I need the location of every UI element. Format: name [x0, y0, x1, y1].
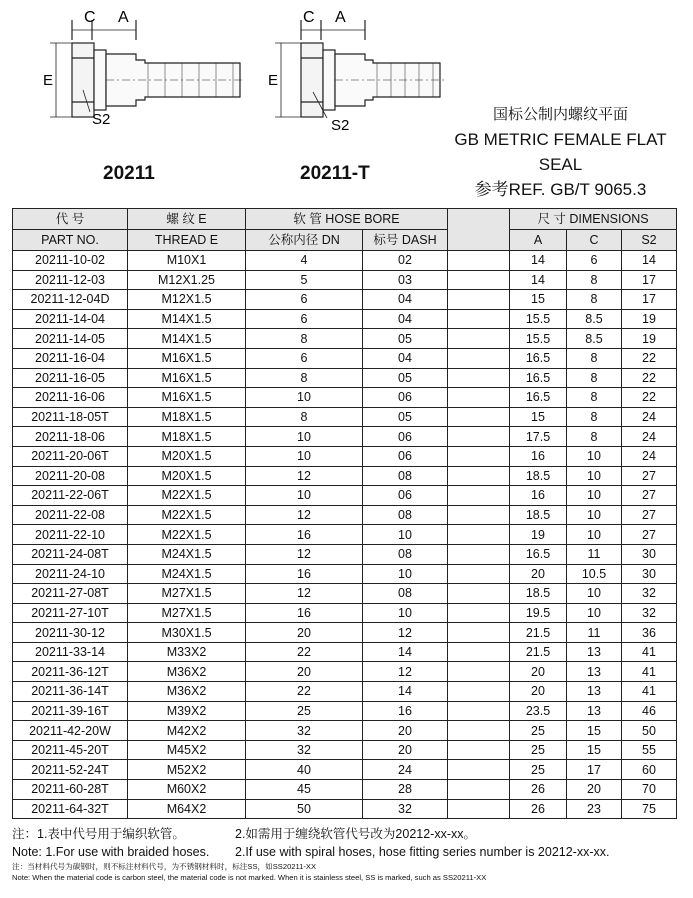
cell-c: 10 [567, 505, 622, 525]
cell-thread: M27X1.5 [128, 584, 246, 604]
cell-c: 10 [567, 584, 622, 604]
cell-thread: M18X1.5 [128, 427, 246, 447]
cell-part-no: 20211-33-14 [13, 642, 128, 662]
cell-dash: 14 [363, 642, 448, 662]
cell-c: 6 [567, 251, 622, 271]
table-row [13, 251, 677, 271]
cell-dash: 08 [363, 584, 448, 604]
dim-label-s2: S2 [92, 111, 111, 128]
header-dimensions: 尺 寸 DIMENSIONS [510, 209, 677, 230]
cell-part-no: 20211-39-16T [13, 701, 128, 721]
cell-s2: 41 [622, 642, 677, 662]
cell-c: 11 [567, 623, 622, 643]
cell-dash: 06 [363, 486, 448, 506]
cell-dn: 20 [246, 623, 363, 643]
table-row [13, 427, 677, 447]
cell-a: 20 [510, 682, 567, 702]
cell-s2: 46 [622, 701, 677, 721]
dim-label-a: A [118, 9, 129, 26]
cell-thread: M27X1.5 [128, 603, 246, 623]
table-row [13, 505, 677, 525]
table-row [13, 368, 677, 388]
cell-s2: 60 [622, 760, 677, 780]
note-material-cn: 注：当材料代号为碳钢时，则不标注材料代号，为不锈钢材料时，标注SS，如SS20211-XX [12, 862, 317, 871]
note-en-2: 2.If use with spiral hoses, hose fitting series number is 20212-xx-xx. [235, 845, 610, 859]
header-part-en: PART NO. [13, 230, 128, 251]
header-c: C [567, 230, 622, 251]
cell-blank [448, 544, 510, 564]
cell-a: 15.5 [510, 309, 567, 329]
cell-blank [448, 427, 510, 447]
cell-s2: 75 [622, 799, 677, 819]
cell-thread: M33X2 [128, 642, 246, 662]
cell-thread: M12X1.25 [128, 270, 246, 290]
cell-blank [448, 740, 510, 760]
cell-s2: 22 [622, 368, 677, 388]
dim-label-s2: S2 [331, 117, 350, 134]
table-row [13, 623, 677, 643]
table-row [13, 348, 677, 368]
cell-blank [448, 603, 510, 623]
cell-s2: 17 [622, 290, 677, 310]
cell-dn: 10 [246, 427, 363, 447]
cell-part-no: 20211-16-05 [13, 368, 128, 388]
cell-thread: M20X1.5 [128, 446, 246, 466]
cell-s2: 50 [622, 721, 677, 741]
cell-s2: 19 [622, 309, 677, 329]
cell-c: 8.5 [567, 329, 622, 349]
model-label-20211-t: 20211-T [300, 163, 370, 184]
cell-dash: 04 [363, 348, 448, 368]
cell-blank [448, 407, 510, 427]
cell-a: 20 [510, 662, 567, 682]
cell-dash: 32 [363, 799, 448, 819]
cell-thread: M20X1.5 [128, 466, 246, 486]
cell-dn: 16 [246, 564, 363, 584]
cell-dash: 05 [363, 368, 448, 388]
cell-c: 10 [567, 466, 622, 486]
cell-dash: 28 [363, 780, 448, 800]
cell-part-no: 20211-42-20W [13, 721, 128, 741]
cell-dn: 12 [246, 544, 363, 564]
cell-dash: 12 [363, 662, 448, 682]
cell-a: 15 [510, 290, 567, 310]
cell-dn: 8 [246, 368, 363, 388]
header-s2: S2 [622, 230, 677, 251]
cell-thread: M14X1.5 [128, 309, 246, 329]
cell-blank [448, 721, 510, 741]
cell-a: 25 [510, 760, 567, 780]
cell-a: 25 [510, 740, 567, 760]
cell-thread: M39X2 [128, 701, 246, 721]
cell-dash: 02 [363, 251, 448, 271]
cell-a: 23.5 [510, 701, 567, 721]
cell-a: 20 [510, 564, 567, 584]
cell-thread: M14X1.5 [128, 329, 246, 349]
cell-s2: 22 [622, 348, 677, 368]
cell-a: 14 [510, 251, 567, 271]
cell-blank [448, 466, 510, 486]
cell-c: 23 [567, 799, 622, 819]
cell-dash: 10 [363, 564, 448, 584]
cell-s2: 27 [622, 505, 677, 525]
cell-a: 15 [510, 407, 567, 427]
cell-a: 16 [510, 446, 567, 466]
note-cn-2: 2.如需用于缠绕软管代号改为20212-xx-xx。 [235, 827, 477, 841]
cell-a: 19 [510, 525, 567, 545]
dim-label-e: E [43, 72, 54, 89]
cell-dn: 22 [246, 682, 363, 702]
table-row [13, 309, 677, 329]
cell-blank [448, 799, 510, 819]
cell-thread: M22X1.5 [128, 525, 246, 545]
cell-dn: 50 [246, 799, 363, 819]
cell-thread: M22X1.5 [128, 505, 246, 525]
cell-s2: 24 [622, 407, 677, 427]
cell-dash: 06 [363, 446, 448, 466]
cell-dash: 20 [363, 721, 448, 741]
header-a: A [510, 230, 567, 251]
cell-s2: 30 [622, 564, 677, 584]
cell-c: 13 [567, 682, 622, 702]
cell-s2: 27 [622, 486, 677, 506]
cell-blank [448, 780, 510, 800]
cell-blank [448, 309, 510, 329]
cell-c: 8 [567, 427, 622, 447]
cell-a: 26 [510, 799, 567, 819]
cell-dash: 10 [363, 603, 448, 623]
header-part-cn: 代 号 [13, 209, 128, 230]
cell-thread: M24X1.5 [128, 544, 246, 564]
cell-thread: M64X2 [128, 799, 246, 819]
dim-label-c: C [303, 9, 315, 26]
cell-s2: 41 [622, 662, 677, 682]
cell-blank [448, 701, 510, 721]
note-cn-1: 注：1.表中代号用于编织软管。 [12, 827, 185, 841]
dim-label-e: E [268, 72, 279, 89]
table-row [13, 740, 677, 760]
cell-dash: 14 [363, 682, 448, 702]
cell-dn: 10 [246, 388, 363, 408]
cell-s2: 36 [622, 623, 677, 643]
cell-a: 16.5 [510, 368, 567, 388]
cell-dn: 22 [246, 642, 363, 662]
cell-c: 8 [567, 368, 622, 388]
cell-c: 8 [567, 290, 622, 310]
cell-thread: M10X1 [128, 251, 246, 271]
title-block [438, 102, 683, 202]
table-row [13, 662, 677, 682]
cell-a: 21.5 [510, 623, 567, 643]
cell-blank [448, 505, 510, 525]
cell-part-no: 20211-60-28T [13, 780, 128, 800]
cell-thread: M42X2 [128, 721, 246, 741]
model-label-20211: 20211 [103, 163, 155, 184]
table-row [13, 407, 677, 427]
dim-label-c: C [84, 9, 96, 26]
cell-dash: 03 [363, 270, 448, 290]
cell-c: 8 [567, 348, 622, 368]
cell-part-no: 20211-14-04 [13, 309, 128, 329]
cell-dash: 10 [363, 525, 448, 545]
cell-dn: 25 [246, 701, 363, 721]
cell-blank [448, 760, 510, 780]
table-row [13, 701, 677, 721]
cell-a: 17.5 [510, 427, 567, 447]
cell-part-no: 20211-10-02 [13, 251, 128, 271]
cell-c: 10 [567, 486, 622, 506]
table-row [13, 564, 677, 584]
table-row [13, 642, 677, 662]
cell-blank [448, 348, 510, 368]
cell-blank [448, 584, 510, 604]
title-en: GB METRIC FEMALE FLAT SEAL [454, 130, 667, 174]
table-row [13, 799, 677, 819]
cell-a: 21.5 [510, 642, 567, 662]
cell-part-no: 20211-27-10T [13, 603, 128, 623]
cell-dn: 8 [246, 329, 363, 349]
cell-part-no: 20211-52-24T [13, 760, 128, 780]
cell-part-no: 20211-20-08 [13, 466, 128, 486]
cell-part-no: 20211-18-05T [13, 407, 128, 427]
cell-thread: M36X2 [128, 662, 246, 682]
cell-dash: 08 [363, 505, 448, 525]
cell-part-no: 20211-24-08T [13, 544, 128, 564]
cell-dn: 16 [246, 525, 363, 545]
cell-dn: 40 [246, 760, 363, 780]
cell-c: 20 [567, 780, 622, 800]
table-row [13, 682, 677, 702]
cell-part-no: 20211-45-20T [13, 740, 128, 760]
cell-s2: 19 [622, 329, 677, 349]
cell-dn: 6 [246, 348, 363, 368]
table-row [13, 760, 677, 780]
table-row [13, 525, 677, 545]
cell-part-no: 20211-14-05 [13, 329, 128, 349]
cell-dn: 12 [246, 466, 363, 486]
cell-thread: M22X1.5 [128, 486, 246, 506]
cell-blank [448, 368, 510, 388]
cell-dash: 05 [363, 407, 448, 427]
cell-part-no: 20211-16-06 [13, 388, 128, 408]
cell-blank [448, 623, 510, 643]
cell-dash: 06 [363, 388, 448, 408]
cell-dash: 08 [363, 544, 448, 564]
cell-thread: M52X2 [128, 760, 246, 780]
cell-part-no: 20211-16-04 [13, 348, 128, 368]
cell-c: 13 [567, 662, 622, 682]
cell-dash: 20 [363, 740, 448, 760]
cell-dn: 10 [246, 446, 363, 466]
cell-dn: 20 [246, 662, 363, 682]
table-row [13, 446, 677, 466]
cell-dn: 6 [246, 309, 363, 329]
cell-dash: 16 [363, 701, 448, 721]
cell-c: 17 [567, 760, 622, 780]
fitting-drawing-20211 [40, 0, 270, 150]
cell-a: 16 [510, 486, 567, 506]
header-blank [448, 209, 510, 251]
cell-s2: 24 [622, 446, 677, 466]
cell-dash: 05 [363, 329, 448, 349]
cell-thread: M36X2 [128, 682, 246, 702]
cell-thread: M45X2 [128, 740, 246, 760]
header-hose-bore: 软 管 HOSE BORE [246, 209, 448, 230]
header-thread-cn: 螺 纹 E [128, 209, 246, 230]
cell-s2: 14 [622, 251, 677, 271]
cell-s2: 27 [622, 466, 677, 486]
cell-dn: 12 [246, 584, 363, 604]
cell-c: 8 [567, 270, 622, 290]
cell-c: 13 [567, 701, 622, 721]
cell-a: 19.5 [510, 603, 567, 623]
title-cn: 国标公制内螺纹平面 [492, 106, 628, 123]
cell-dash: 04 [363, 290, 448, 310]
table-row [13, 721, 677, 741]
header-dash: 标号 DASH [363, 230, 448, 251]
table-row [13, 388, 677, 408]
cell-c: 10 [567, 446, 622, 466]
cell-thread: M30X1.5 [128, 623, 246, 643]
note-material-en: Note: When the material code is carbon steel, the material code is not marked. When it is stainless steel, SS is marked, such as SS20211-XX [12, 873, 487, 882]
cell-c: 10 [567, 525, 622, 545]
cell-thread: M12X1.5 [128, 290, 246, 310]
cell-part-no: 20211-36-14T [13, 682, 128, 702]
cell-a: 14 [510, 270, 567, 290]
cell-dn: 12 [246, 505, 363, 525]
cell-a: 18.5 [510, 505, 567, 525]
cell-dn: 6 [246, 290, 363, 310]
cell-a: 18.5 [510, 584, 567, 604]
cell-dn: 5 [246, 270, 363, 290]
cell-thread: M16X1.5 [128, 388, 246, 408]
cell-part-no: 20211-64-32T [13, 799, 128, 819]
header-dn: 公称内径 DN [246, 230, 363, 251]
cell-blank [448, 290, 510, 310]
cell-blank [448, 251, 510, 271]
note-en-1: Note: 1.For use with braided hoses. [12, 845, 210, 859]
cell-thread: M60X2 [128, 780, 246, 800]
cell-a: 18.5 [510, 466, 567, 486]
notes-block [12, 825, 682, 883]
cell-c: 8 [567, 388, 622, 408]
cell-s2: 17 [622, 270, 677, 290]
cell-a: 16.5 [510, 388, 567, 408]
cell-c: 8 [567, 407, 622, 427]
table-row [13, 780, 677, 800]
table-row [13, 270, 677, 290]
cell-part-no: 20211-36-12T [13, 662, 128, 682]
cell-a: 26 [510, 780, 567, 800]
cell-s2: 55 [622, 740, 677, 760]
cell-c: 10 [567, 603, 622, 623]
cell-a: 25 [510, 721, 567, 741]
cell-a: 16.5 [510, 544, 567, 564]
cell-dn: 32 [246, 721, 363, 741]
cell-blank [448, 329, 510, 349]
table-row [13, 584, 677, 604]
table-row [13, 329, 677, 349]
cell-part-no: 20211-22-06T [13, 486, 128, 506]
title-ref: 参考REF. GB/T 9065.3 [474, 180, 647, 199]
cell-part-no: 20211-12-04D [13, 290, 128, 310]
cell-s2: 70 [622, 780, 677, 800]
cell-dn: 10 [246, 486, 363, 506]
cell-blank [448, 564, 510, 584]
header-thread-en: THREAD E [128, 230, 246, 251]
cell-dash: 12 [363, 623, 448, 643]
cell-part-no: 20211-27-08T [13, 584, 128, 604]
cell-blank [448, 446, 510, 466]
spec-table [12, 208, 677, 819]
cell-dash: 04 [363, 309, 448, 329]
table-row [13, 486, 677, 506]
cell-dash: 06 [363, 427, 448, 447]
cell-blank [448, 388, 510, 408]
cell-dn: 8 [246, 407, 363, 427]
cell-blank [448, 682, 510, 702]
cell-blank [448, 486, 510, 506]
cell-part-no: 20211-22-08 [13, 505, 128, 525]
cell-dn: 32 [246, 740, 363, 760]
cell-s2: 32 [622, 584, 677, 604]
dim-label-a: A [335, 9, 346, 26]
cell-part-no: 20211-20-06T [13, 446, 128, 466]
cell-c: 15 [567, 740, 622, 760]
cell-thread: M18X1.5 [128, 407, 246, 427]
cell-s2: 30 [622, 544, 677, 564]
table-row [13, 603, 677, 623]
cell-blank [448, 270, 510, 290]
cell-s2: 27 [622, 525, 677, 545]
cell-dn: 45 [246, 780, 363, 800]
cell-s2: 24 [622, 427, 677, 447]
cell-part-no: 20211-30-12 [13, 623, 128, 643]
cell-a: 15.5 [510, 329, 567, 349]
cell-c: 10.5 [567, 564, 622, 584]
cell-part-no: 20211-24-10 [13, 564, 128, 584]
cell-blank [448, 642, 510, 662]
cell-c: 13 [567, 642, 622, 662]
cell-thread: M24X1.5 [128, 564, 246, 584]
cell-dash: 08 [363, 466, 448, 486]
cell-s2: 22 [622, 388, 677, 408]
table-row [13, 466, 677, 486]
table-row [13, 544, 677, 564]
table-row [13, 290, 677, 310]
cell-thread: M16X1.5 [128, 348, 246, 368]
cell-c: 11 [567, 544, 622, 564]
cell-s2: 41 [622, 682, 677, 702]
cell-part-no: 20211-18-06 [13, 427, 128, 447]
cell-dn: 4 [246, 251, 363, 271]
cell-dn: 16 [246, 603, 363, 623]
cell-dash: 24 [363, 760, 448, 780]
cell-thread: M16X1.5 [128, 368, 246, 388]
cell-s2: 32 [622, 603, 677, 623]
cell-part-no: 20211-22-10 [13, 525, 128, 545]
cell-c: 15 [567, 721, 622, 741]
cell-a: 16.5 [510, 348, 567, 368]
cell-blank [448, 525, 510, 545]
cell-part-no: 20211-12-03 [13, 270, 128, 290]
cell-blank [448, 662, 510, 682]
cell-c: 8.5 [567, 309, 622, 329]
